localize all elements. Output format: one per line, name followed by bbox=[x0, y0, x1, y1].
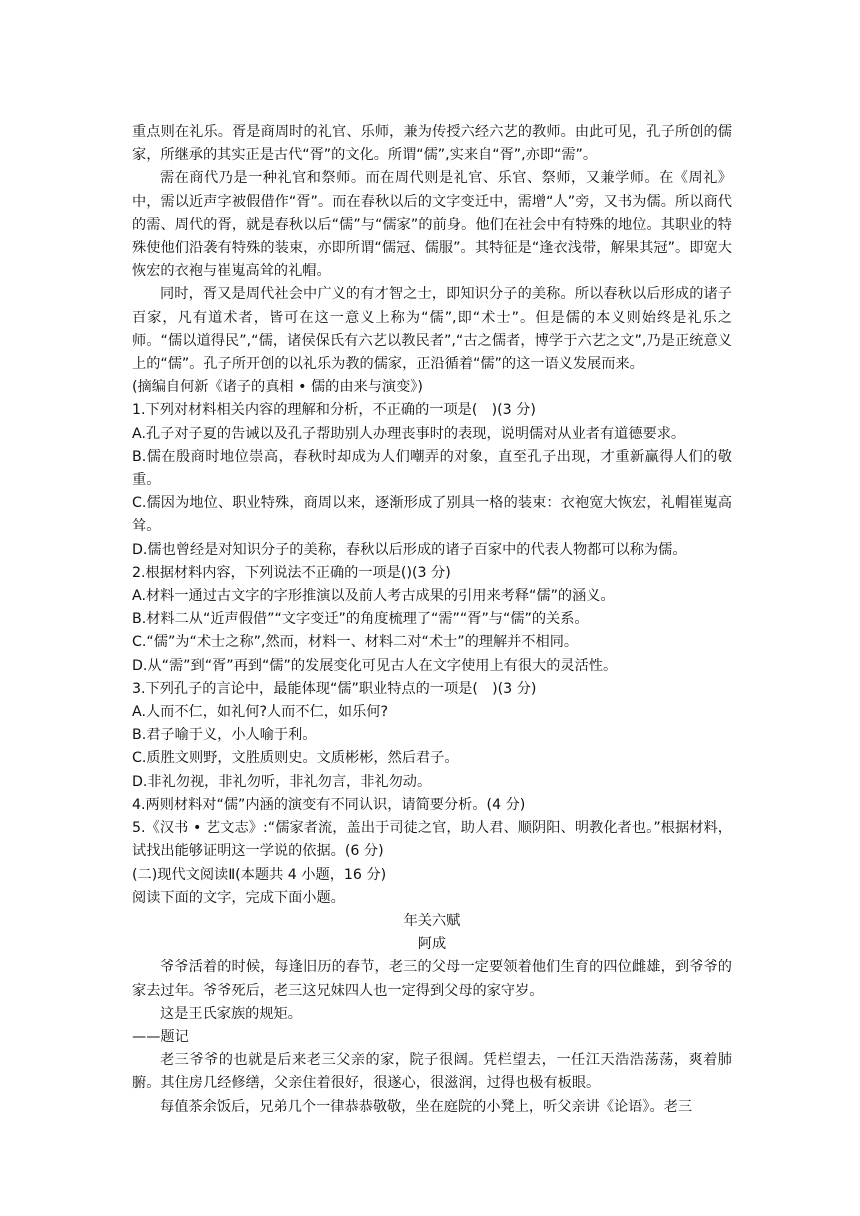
document-page bbox=[132, 121, 732, 1119]
option-d: D.从“需”到“胥”再到“儒”的发展变化可见古人在文字使用上有很大的灵活性。 bbox=[132, 657, 618, 674]
question-5-stem: 5.《汉书 • 艺文志》:“儒家者流，盖出于司徒之官，助人君、顺阴阳、明教化者也。”根据材料，试找出能够证明这一学说的依据。(6 分) bbox=[132, 820, 732, 860]
article-paragraph: 这是王氏家族的规矩。 bbox=[160, 1005, 302, 1022]
question-stem: 1.下列对材料相关内容的理解和分析，不正确的一项是( )(3 分) bbox=[132, 402, 536, 419]
article-paragraph: 老三爷爷的也就是后来老三父亲的家，院子很阔。凭栏望去，一任江天浩浩荡荡，爽着肺腑。其住房几经修缮，父亲住着很好，很遂心，很滋润，过得也极有板眼。 bbox=[132, 1052, 732, 1092]
question-2 bbox=[132, 562, 732, 678]
passage-paragraph: 重点则在礼乐。胥是商周时的礼官、乐师，兼为传授六经六艺的教师。由此可见，孔子所创的儒家，所继承的其实正是古代“胥”的文化。所谓“儒”,实来自“胥”,亦即“需”。 bbox=[132, 124, 732, 164]
question-4-stem: 4.两则材料对“儒”内涵的演变有不同认识，请简要分析。(4 分) bbox=[132, 796, 526, 813]
question-3 bbox=[132, 678, 732, 794]
article-title: 年关六赋 bbox=[403, 912, 461, 929]
option-c: C.“儒”为“术士之称”,然而，材料一、材料二对“术士”的理解并不相同。 bbox=[132, 634, 579, 651]
section-heading: (二)现代文阅读Ⅱ(本题共 4 小题，16 分) bbox=[132, 866, 387, 883]
question-1 bbox=[132, 399, 732, 561]
question-stem: 2.根据材料内容，下列说法不正确的一项是()(3 分) bbox=[132, 564, 451, 581]
instruction-text: 阅读下面的文字，完成下面小题。 bbox=[132, 889, 345, 906]
article-author: 阿成 bbox=[417, 936, 447, 953]
passage-paragraph: 同时，胥又是周代社会中广义的有才智之士，即知识分子的美称。所以春秋以后形成的诸子百家，凡有道术者，皆可在这一意义上称为“儒”,即“术士”。但是儒的本义则始终是礼乐之师。“儒以道得民”,“儒，诸侯保氏有六艺以教民者”,“古之儒者，博学于六艺之文”,乃是正统意义上的“儒”。孔子所开创的以礼乐为教的儒家，正沿循着“儒”的这一语义发展而来。 bbox=[132, 286, 732, 373]
option-c: C.质胜文则野，文胜质则史。文质彬彬，然后君子。 bbox=[132, 750, 459, 767]
option-b: B.儒在殷商时地位崇高，春秋时却成为人们嘲弄的对象，直至孔子出现，才重新赢得人们的敬重。 bbox=[132, 448, 732, 489]
option-b: B.材料二从“近声假借”“文字变迁”的角度梳理了“需”“胥”与“儒”的关系。 bbox=[132, 611, 589, 628]
option-d: D.儒也曾经是对知识分子的美称，春秋以后形成的诸子百家中的代表人物都可以称为儒。 bbox=[132, 541, 687, 558]
article-paragraph: 爷爷活着的时候，每逢旧历的春节，老三的父母一定要领着他们生育的四位雌雄，到爷爷的家去过年。爷爷死后，老三这兄妹四人也一定得到父母的家守岁。 bbox=[132, 959, 732, 999]
passage-paragraph: 需在商代乃是一种礼官和祭师。而在周代则是礼官、乐官、祭师，又兼学师。在《周礼》中，需以近声字被假借作“胥”。而在春秋以后的文字变迁中，需增“人”旁，又书为儒。所以商代的需、周代的胥，就是春秋以后“儒”与“儒家”的前身。他们在社会中有特殊的地位。其职业的特殊使他们沿袭有特殊的装束，亦即所谓“儒冠、儒服”。其特征是“逢衣浅带，解果其冠”。即宽大恢宏的衣袍与崔嵬高耸的礼帽。 bbox=[132, 170, 732, 280]
article-paragraph: 每值茶余饭后，兄弟几个一律恭恭敬敬，坐在庭院的小凳上，听父亲讲《论语》。老三 bbox=[160, 1098, 693, 1115]
question-stem: 3.下列孔子的言论中，最能体现“儒”职业特点的一项是( )(3 分) bbox=[132, 680, 537, 697]
option-a: A.材料一通过古文字的字形推演以及前人考古成果的引用来考释“儒”的涵义。 bbox=[132, 588, 615, 605]
source-citation: (摘编自何新《诸子的真相 • 儒的由来与演变》) bbox=[132, 379, 423, 396]
epigraph-label: ——题记 bbox=[132, 1028, 189, 1045]
option-b: B.君子喻于义，小人喻于利。 bbox=[132, 727, 317, 744]
option-a: A.孔子对子夏的告诫以及孔子帮助别人办理丧事时的表现，说明儒对从业者有道德要求。 bbox=[132, 425, 686, 442]
option-d: D.非礼勿视，非礼勿听，非礼勿言，非礼勿动。 bbox=[132, 773, 432, 790]
option-a: A.人而不仁，如礼何?人而不仁，如乐何? bbox=[132, 704, 389, 721]
option-c: C.儒因为地位、职业特殊，商周以来，逐渐形成了别具一格的装束：衣袍宽大恢宏，礼帽崔嵬高耸。 bbox=[132, 495, 732, 535]
